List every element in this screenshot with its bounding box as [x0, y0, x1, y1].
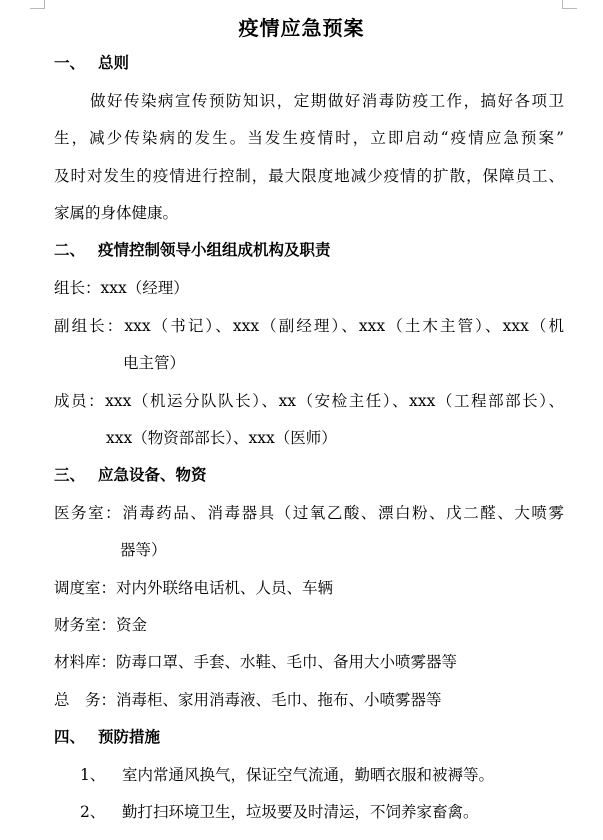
section-heading-leadership [54, 240, 564, 260]
section-number: 二、 [54, 240, 86, 259]
measure-item [54, 802, 564, 822]
general-affairs-line: 总 务：消毒柜、家用消毒液、毛巾、拖布、小喷雾器等 [54, 691, 442, 709]
measure-item [54, 765, 564, 785]
dispatch-line: 调度室：对内外联络电话机、人员、车辆 [54, 579, 334, 597]
section-heading-prevention [54, 727, 564, 747]
measure-text: 勤打扫环境卫生，垃圾要及时清运，不饲养家畜禽。 [122, 803, 479, 821]
section-number: 四、 [54, 727, 86, 746]
finance-line: 财务室：资金 [54, 616, 148, 634]
page-corner-mark-left [30, 0, 45, 9]
deputy-leader-line-cont: 电主管） [123, 354, 186, 372]
warehouse-line: 材料库：防毒口罩、手套、水鞋、毛巾、备用大小喷雾器等 [54, 653, 458, 671]
document-title: 疫情应急预案 [238, 16, 365, 40]
team-leader-line: 组长：xxx（经理） [54, 279, 189, 297]
section-heading-text: 总则 [98, 53, 130, 72]
paragraph-line: 家属的身体健康。 [54, 204, 179, 222]
paragraph-line: 做好传染病宣传预防知识，定期做好消毒防疫工作，搞好各项卫 [90, 92, 564, 110]
section-heading-text: 疫情控制领导小组组成机构及职责 [98, 240, 331, 259]
section-heading-text: 应急设备、物资 [98, 465, 207, 484]
measure-text: 室内常通风换气，保证空气流通，勤晒衣服和被褥等。 [122, 766, 495, 784]
page-corner-mark-right [562, 0, 577, 9]
measure-number: 1、 [80, 766, 106, 784]
section-heading-text: 预防措施 [98, 727, 161, 746]
paragraph-line: 及时对发生的疫情进行控制，最大限度地减少疫情的扩散，保障员工、 [54, 167, 564, 185]
clinic-line: 医务室：消毒药品、消毒器具（过氧乙酸、漂白粉、戊二醛、大喷雾 [54, 504, 564, 522]
paragraph-line: 生，减少传染病的发生。当发生疫情时，立即启动“疫情应急预案” [54, 129, 564, 147]
clinic-line-cont: 器等） [120, 541, 167, 559]
section-heading-equipment [54, 465, 564, 485]
section-number: 三、 [54, 465, 86, 484]
deputy-leader-line: 副组长：xxx（书记）、xxx（副经理）、xxx（土木主管）、xxx（机 [54, 317, 564, 335]
measure-number: 2、 [80, 803, 106, 821]
members-line-cont: xxx（物资部部长）、xxx（医师） [106, 429, 337, 447]
section-number: 一、 [54, 53, 86, 72]
section-heading-general [54, 53, 564, 73]
members-line: 成员：xxx（机运分队队长）、xx（安检主任）、xxx（工程部部长）、 [54, 392, 564, 410]
